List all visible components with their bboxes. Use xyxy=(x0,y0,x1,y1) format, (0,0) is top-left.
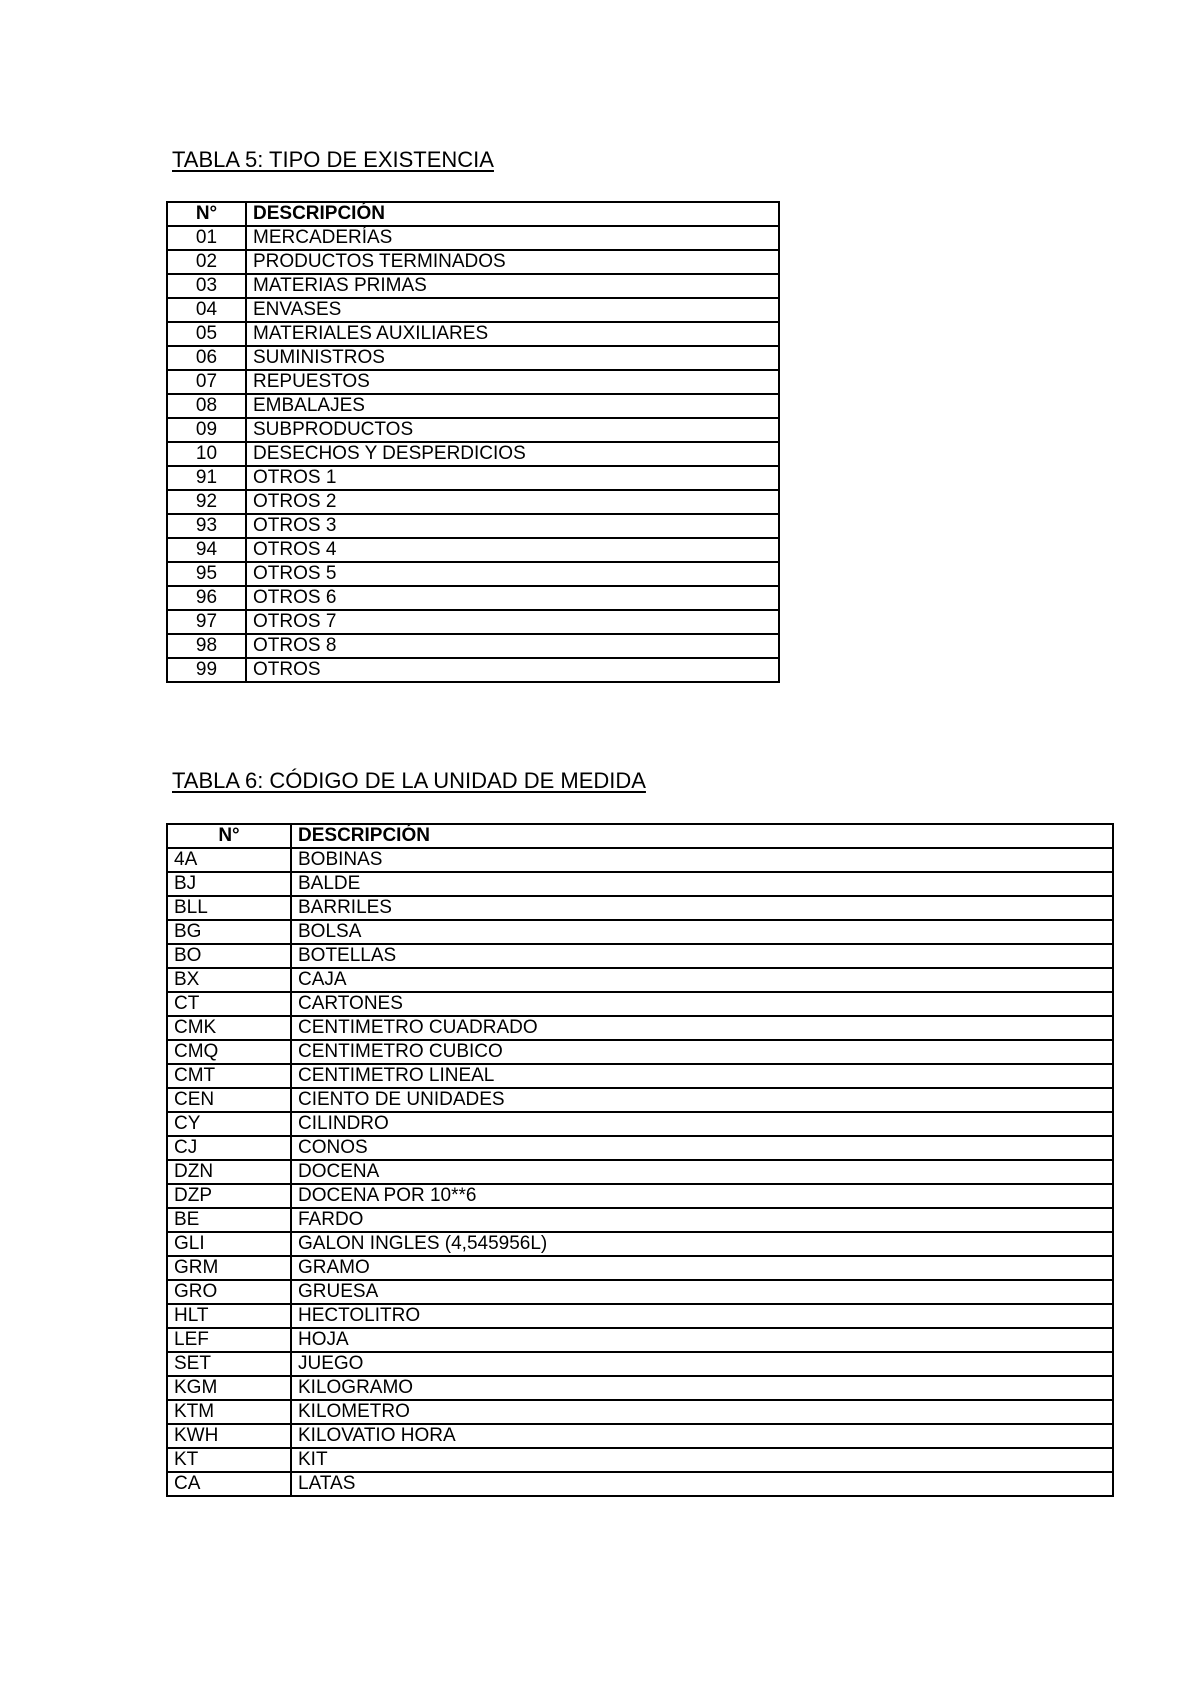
table-row xyxy=(167,896,1113,920)
cell-description: HOJA xyxy=(291,1328,1113,1352)
cell-description: BOLSA xyxy=(291,920,1113,944)
table-row xyxy=(167,442,779,466)
cell-number: CA xyxy=(167,1472,291,1496)
cell-number: BE xyxy=(167,1208,291,1232)
table-row xyxy=(167,1400,1113,1424)
table-body xyxy=(167,848,1113,1496)
table-row xyxy=(167,992,1113,1016)
cell-description: MERCADERÍAS xyxy=(246,226,779,250)
cell-number: 10 xyxy=(167,442,246,466)
table-row xyxy=(167,370,779,394)
cell-number: CMK xyxy=(167,1016,291,1040)
cell-description: MATERIALES AUXILIARES xyxy=(246,322,779,346)
column-header-description: DESCRIPCIÓN xyxy=(291,824,1113,848)
cell-description: GALON INGLES (4,545956L) xyxy=(291,1232,1113,1256)
cell-number: 4A xyxy=(167,848,291,872)
table-row xyxy=(167,226,779,250)
cell-description: CILINDRO xyxy=(291,1112,1113,1136)
cell-description: BARRILES xyxy=(291,896,1113,920)
cell-description: LATAS xyxy=(291,1472,1113,1496)
table-row xyxy=(167,346,779,370)
cell-number: 91 xyxy=(167,466,246,490)
cell-description: CIENTO DE UNIDADES xyxy=(291,1088,1113,1112)
cell-description: OTROS 2 xyxy=(246,490,779,514)
table-row xyxy=(167,538,779,562)
table-row xyxy=(167,394,779,418)
table-row xyxy=(167,1376,1113,1400)
cell-number: CT xyxy=(167,992,291,1016)
cell-number: CMQ xyxy=(167,1040,291,1064)
cell-number: 96 xyxy=(167,586,246,610)
cell-description: OTROS 7 xyxy=(246,610,779,634)
cell-description: BALDE xyxy=(291,872,1113,896)
table-row xyxy=(167,1472,1113,1496)
cell-description: KILOVATIO HORA xyxy=(291,1424,1113,1448)
table-row xyxy=(167,1064,1113,1088)
cell-number: GRO xyxy=(167,1280,291,1304)
cell-description: CENTIMETRO CUADRADO xyxy=(291,1016,1113,1040)
cell-description: SUBPRODUCTOS xyxy=(246,418,779,442)
cell-number: BJ xyxy=(167,872,291,896)
cell-description: REPUESTOS xyxy=(246,370,779,394)
table-row xyxy=(167,490,779,514)
table-row xyxy=(167,634,779,658)
cell-description: CAJA xyxy=(291,968,1113,992)
cell-description: EMBALAJES xyxy=(246,394,779,418)
table-row xyxy=(167,466,779,490)
cell-number: BLL xyxy=(167,896,291,920)
cell-description: KIT xyxy=(291,1448,1113,1472)
cell-number: 04 xyxy=(167,298,246,322)
table-row xyxy=(167,1448,1113,1472)
table-body xyxy=(167,226,779,682)
cell-number: CEN xyxy=(167,1088,291,1112)
cell-description: KILOMETRO xyxy=(291,1400,1113,1424)
column-header-description: DESCRIPCIÓN xyxy=(246,202,779,226)
column-header-number: N° xyxy=(167,202,246,226)
cell-number: KWH xyxy=(167,1424,291,1448)
cell-number: CMT xyxy=(167,1064,291,1088)
cell-description: CONOS xyxy=(291,1136,1113,1160)
table-row xyxy=(167,322,779,346)
cell-number: KT xyxy=(167,1448,291,1472)
cell-number: BG xyxy=(167,920,291,944)
cell-number: 97 xyxy=(167,610,246,634)
cell-description: CARTONES xyxy=(291,992,1113,1016)
table-row xyxy=(167,920,1113,944)
cell-number: GRM xyxy=(167,1256,291,1280)
table-row xyxy=(167,250,779,274)
table-6-title: TABLA 6: CÓDIGO DE LA UNIDAD DE MEDIDA xyxy=(172,768,646,793)
table-row xyxy=(167,1040,1113,1064)
cell-description: GRUESA xyxy=(291,1280,1113,1304)
cell-number: BX xyxy=(167,968,291,992)
table-6-unidad-medida xyxy=(166,823,1114,1497)
cell-number: 09 xyxy=(167,418,246,442)
cell-number: 02 xyxy=(167,250,246,274)
table-5-title: TABLA 5: TIPO DE EXISTENCIA xyxy=(172,147,494,172)
cell-description: DESECHOS Y DESPERDICIOS xyxy=(246,442,779,466)
table-row xyxy=(167,514,779,538)
cell-number: 08 xyxy=(167,394,246,418)
cell-number: LEF xyxy=(167,1328,291,1352)
cell-number: 95 xyxy=(167,562,246,586)
table-row xyxy=(167,274,779,298)
cell-description: CENTIMETRO CUBICO xyxy=(291,1040,1113,1064)
cell-number: 92 xyxy=(167,490,246,514)
cell-number: KTM xyxy=(167,1400,291,1424)
table-row xyxy=(167,968,1113,992)
table-row xyxy=(167,944,1113,968)
cell-description: BOBINAS xyxy=(291,848,1113,872)
cell-number: 05 xyxy=(167,322,246,346)
table-row xyxy=(167,658,779,682)
table-header-row xyxy=(167,824,1113,848)
table-row xyxy=(167,1256,1113,1280)
table-row xyxy=(167,1184,1113,1208)
table-row xyxy=(167,1328,1113,1352)
cell-number: HLT xyxy=(167,1304,291,1328)
cell-description: KILOGRAMO xyxy=(291,1376,1113,1400)
cell-description: DOCENA xyxy=(291,1160,1113,1184)
cell-description: PRODUCTOS TERMINADOS xyxy=(246,250,779,274)
cell-number: CY xyxy=(167,1112,291,1136)
cell-description: MATERIAS PRIMAS xyxy=(246,274,779,298)
cell-number: DZP xyxy=(167,1184,291,1208)
table-row xyxy=(167,1304,1113,1328)
cell-description: SUMINISTROS xyxy=(246,346,779,370)
cell-description: OTROS 5 xyxy=(246,562,779,586)
cell-number: DZN xyxy=(167,1160,291,1184)
cell-description: BOTELLAS xyxy=(291,944,1113,968)
cell-number: SET xyxy=(167,1352,291,1376)
table-row xyxy=(167,1232,1113,1256)
cell-number: 06 xyxy=(167,346,246,370)
cell-number: 01 xyxy=(167,226,246,250)
table-row xyxy=(167,872,1113,896)
table-row xyxy=(167,1424,1113,1448)
cell-number: KGM xyxy=(167,1376,291,1400)
table-row xyxy=(167,1136,1113,1160)
table-row xyxy=(167,1160,1113,1184)
table-row xyxy=(167,1208,1113,1232)
cell-description: GRAMO xyxy=(291,1256,1113,1280)
table-row xyxy=(167,610,779,634)
table-row xyxy=(167,848,1113,872)
cell-description: ENVASES xyxy=(246,298,779,322)
cell-number: BO xyxy=(167,944,291,968)
cell-number: GLI xyxy=(167,1232,291,1256)
column-header-number: N° xyxy=(167,824,291,848)
cell-description: JUEGO xyxy=(291,1352,1113,1376)
table-row xyxy=(167,562,779,586)
cell-number: 03 xyxy=(167,274,246,298)
cell-description: OTROS 4 xyxy=(246,538,779,562)
cell-description: FARDO xyxy=(291,1208,1113,1232)
table-row xyxy=(167,1016,1113,1040)
table-5-tipo-existencia xyxy=(166,201,780,683)
cell-description: OTROS 6 xyxy=(246,586,779,610)
cell-number: 98 xyxy=(167,634,246,658)
cell-number: 07 xyxy=(167,370,246,394)
cell-description: DOCENA POR 10**6 xyxy=(291,1184,1113,1208)
cell-description: HECTOLITRO xyxy=(291,1304,1113,1328)
table-row xyxy=(167,1280,1113,1304)
cell-number: 94 xyxy=(167,538,246,562)
table-row xyxy=(167,418,779,442)
cell-description: OTROS 3 xyxy=(246,514,779,538)
table-row xyxy=(167,586,779,610)
cell-number: 99 xyxy=(167,658,246,682)
cell-number: CJ xyxy=(167,1136,291,1160)
cell-description: OTROS 1 xyxy=(246,466,779,490)
table-header-row xyxy=(167,202,779,226)
cell-description: OTROS xyxy=(246,658,779,682)
cell-description: OTROS 8 xyxy=(246,634,779,658)
cell-description: CENTIMETRO LINEAL xyxy=(291,1064,1113,1088)
table-row xyxy=(167,298,779,322)
table-row xyxy=(167,1088,1113,1112)
cell-number: 93 xyxy=(167,514,246,538)
table-row xyxy=(167,1352,1113,1376)
table-row xyxy=(167,1112,1113,1136)
